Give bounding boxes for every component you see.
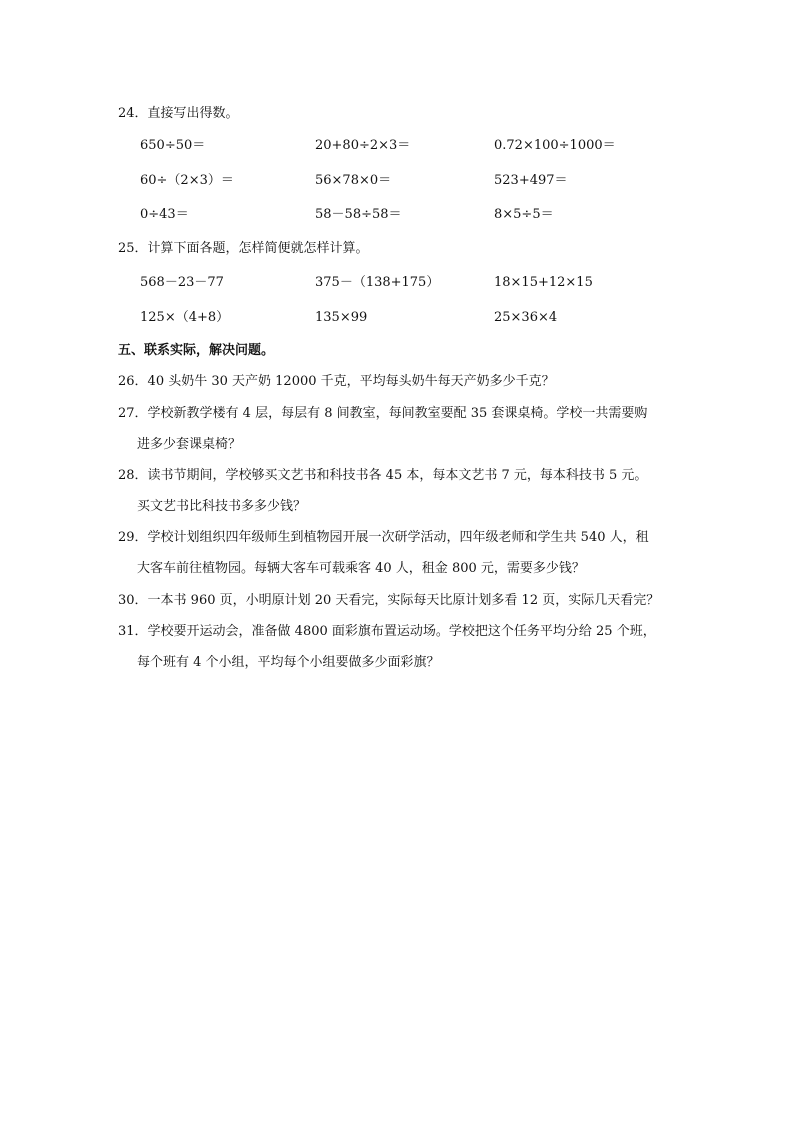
q25-r1-c1: 568－23－77	[140, 275, 224, 290]
q26-line1: 26．40 头奶牛 30 天产奶 12000 千克，平均每头奶牛每天产奶多少千克？	[118, 374, 555, 389]
q28-line2: 买文艺书比科技书多多少钱？	[137, 499, 307, 514]
q24-r1-c3: 0.72×100÷1000＝	[494, 138, 616, 153]
q28-line1: 28．读书节期间，学校够买文艺书和科技书各 45 本，每本文艺书 7 元，每本科技书 5 元。	[118, 468, 648, 483]
q27-line2: 进多少套课桌椅？	[137, 437, 242, 452]
q29-line1: 29．学校计划组织四年级师生到植物园开展一次研学活动，四年级老师和学生共 540 人，租	[118, 530, 649, 545]
q27-line1: 27．学校新教学楼有 4 层，每层有 8 间教室，每间教室要配 35 套课桌椅。学校一共需要购	[118, 406, 648, 421]
q30-line1: 30．一本书 960 页，小明原计划 20 天看完，实际每天比原计划多看 12 页，实际几天看完？	[118, 593, 660, 608]
q24-r3-c3: 8×5÷5＝	[494, 207, 554, 222]
q31-line1: 31．学校要开运动会，准备做 4800 面彩旗布置运动场。学校把这个任务平均分给 25 个班，	[118, 624, 656, 639]
q24-r1-c2: 20+80÷2×3＝	[315, 138, 411, 153]
q24-r3-c1: 0÷43＝	[140, 207, 189, 222]
q24-r2-c2: 56×78×0＝	[315, 173, 392, 188]
q24-r1-c1: 650÷50＝	[140, 138, 206, 153]
q25-r2-c2: 135×99	[315, 310, 368, 325]
q24-r2-c3: 523+497＝	[494, 173, 568, 188]
section5-title: 五、联系实际，解决问题。	[118, 343, 275, 358]
q25-title: 25．计算下面各题，怎样简便就怎样计算。	[118, 241, 369, 256]
q25-r1-c3: 18×15+12×15	[494, 275, 593, 290]
q24-r3-c2: 58－58÷58＝	[315, 207, 402, 222]
q31-line2: 每个班有 4 个小组，平均每个小组要做多少面彩旗？	[137, 655, 440, 670]
q25-r2-c3: 25×36×4	[494, 310, 558, 325]
q25-r1-c2: 375－（138+175）	[315, 275, 440, 290]
q24-r2-c1: 60÷（2×3）＝	[140, 173, 234, 188]
q25-r2-c1: 125×（4+8）	[140, 310, 230, 325]
q24-title: 24．直接写出得数。	[118, 106, 239, 121]
q29-line2: 大客车前往植物园。每辆大客车可载乘客 40 人，租金 800 元，需要多少钱？	[137, 561, 585, 576]
